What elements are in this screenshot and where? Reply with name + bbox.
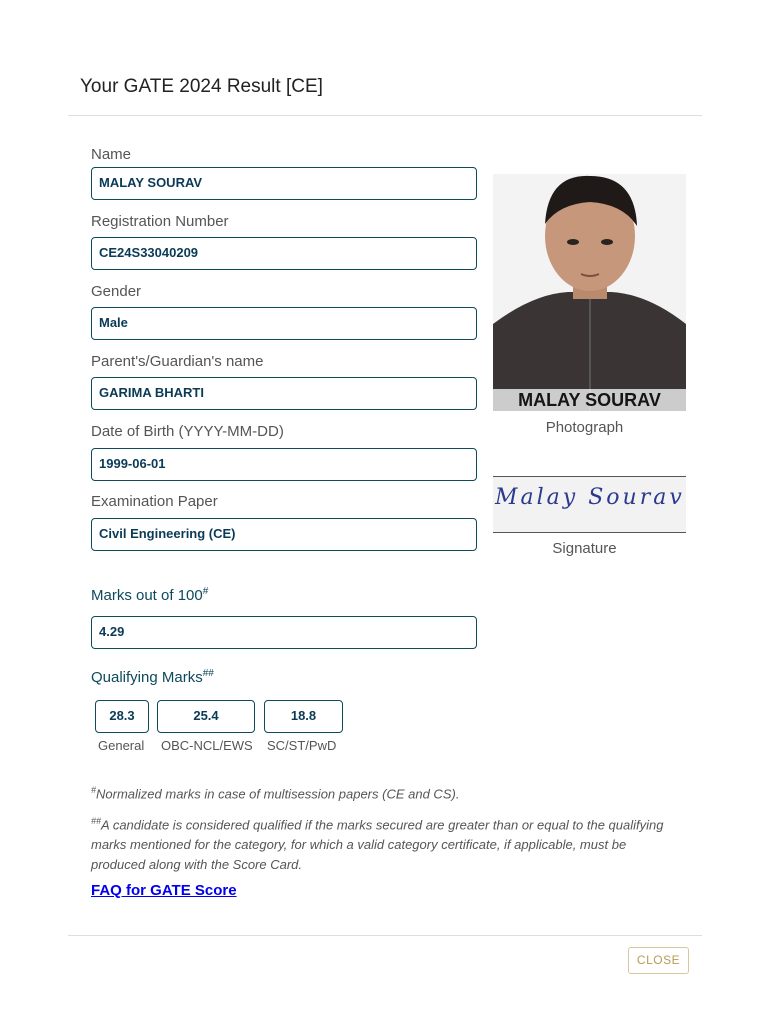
header-divider: [68, 115, 702, 116]
qualifying-marks-label: [91, 668, 214, 686]
registration-number-field: CE24S33040209: [91, 237, 477, 270]
dialog-title: Your GATE 2024 Result [CE]: [80, 76, 323, 97]
dob-label: Date of Birth (YYYY-MM-DD): [91, 423, 284, 440]
gender-field: Male: [91, 307, 477, 340]
qualifying-marks-label-sup: ##: [202, 668, 214, 679]
category-sc-st-label: SC/ST/PwD: [267, 738, 337, 753]
faq-link[interactable]: FAQ for GATE Score: [91, 882, 237, 899]
marks-field: 4.29: [91, 616, 477, 649]
qualifying-marks-label-text: Qualifying Marks: [91, 669, 203, 686]
marks-label-text: Marks out of 100: [91, 587, 203, 604]
photo-name-overlay: MALAY SOURAV: [493, 389, 686, 411]
qualifying-mark-obc: 25.4: [157, 700, 255, 733]
name-field: MALAY SOURAV: [91, 167, 477, 200]
note1-text: Normalized marks in case of multisession papers (CE and CS).: [96, 786, 460, 802]
note1-sup: #: [91, 785, 97, 795]
qualification-note: [91, 811, 681, 875]
candidate-signature: [493, 476, 686, 533]
signature-caption: Signature: [552, 540, 617, 557]
exam-paper-label: Examination Paper: [91, 493, 218, 510]
marks-label: [91, 586, 208, 604]
qualifying-mark-general: 28.3: [95, 700, 149, 733]
dob-field: 1999-06-01: [91, 448, 477, 481]
qualifying-mark-sc-st: 18.8: [264, 700, 343, 733]
candidate-photo: [493, 174, 686, 411]
marks-label-sup: #: [202, 586, 209, 597]
name-label: Name: [91, 146, 132, 163]
guardian-name-label: Parent's/Guardian's name: [91, 353, 264, 370]
guardian-name-field: GARIMA BHARTI: [91, 377, 477, 410]
category-general-label: General: [98, 738, 145, 753]
photo-caption: Photograph: [545, 419, 624, 436]
close-button[interactable]: CLOSE: [628, 947, 689, 974]
normalization-note: [91, 780, 691, 804]
signature-handwriting: Malay Sourav: [495, 485, 685, 510]
note2-text: A candidate is considered qualified if the marks secured are greater than or equal to the qualifying marks mentioned for the category, for which a valid category certificate, if applicable, must be produced along with the Score Card.: [91, 817, 664, 873]
candidate-photo-image: [493, 174, 686, 411]
footer-divider: [68, 935, 702, 936]
gender-label: Gender: [91, 283, 142, 300]
category-obc-label: OBC-NCL/EWS: [161, 738, 253, 753]
registration-number-label: Registration Number: [91, 213, 229, 230]
note2-sup: ##: [91, 816, 102, 826]
exam-paper-field: Civil Engineering (CE): [91, 518, 477, 551]
